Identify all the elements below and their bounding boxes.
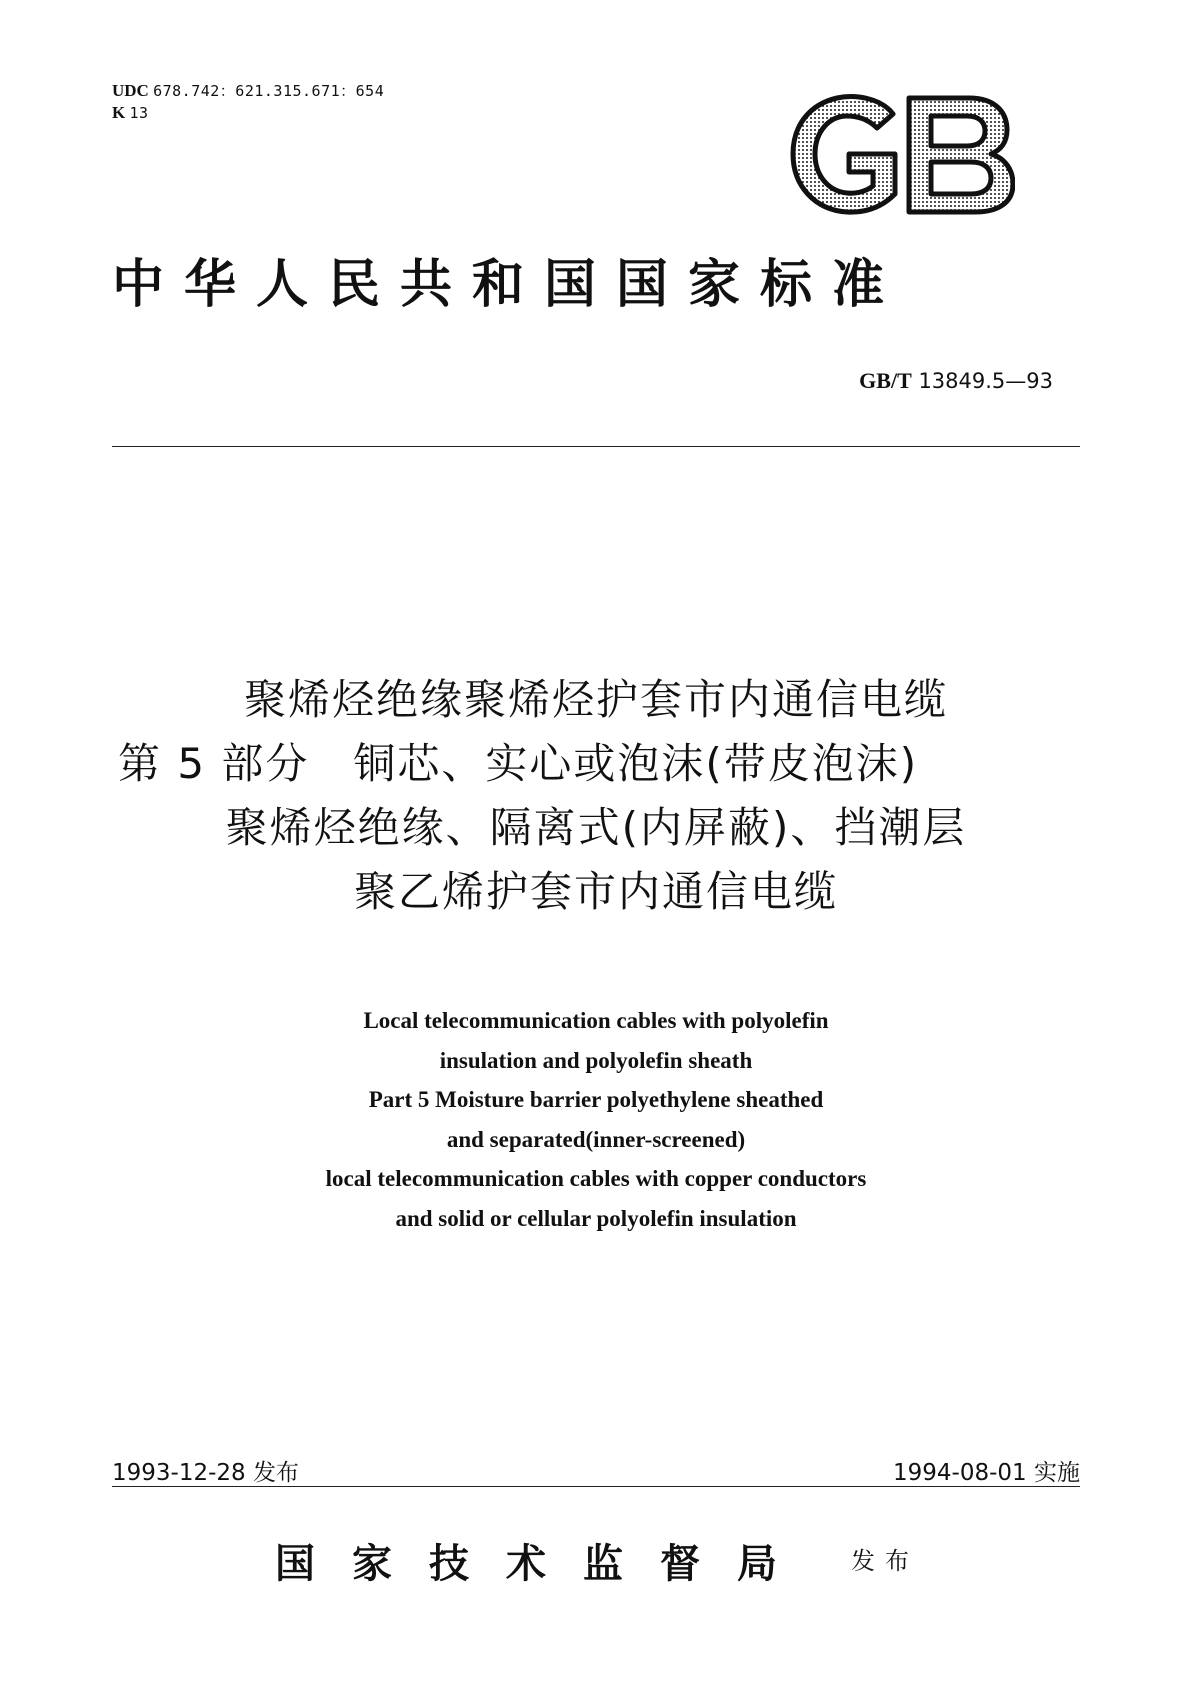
chinese-title-line-1: 聚烯烃绝缘聚烯烃护套市内通信电缆 <box>243 675 948 724</box>
b-letter <box>909 98 1013 212</box>
k-label: K <box>112 103 126 122</box>
chinese-title <box>112 668 1080 924</box>
standard-code-number: 13849.5—93 <box>918 369 1053 393</box>
udc-line <box>112 80 384 102</box>
chinese-title-line-4: 聚乙烯护套市内通信电缆 <box>353 867 838 916</box>
header-divider <box>112 446 1080 447</box>
english-title <box>112 1001 1080 1238</box>
effective-date: 1994-08-01 实施 <box>893 1460 1080 1486</box>
g-letter <box>793 97 895 213</box>
k-line <box>112 102 384 124</box>
footer-divider <box>112 1486 1080 1487</box>
standard-code <box>859 368 1053 394</box>
national-standard-title: 中华人民共和国国家标准 <box>112 254 905 315</box>
english-title-line-5: local telecommunication cables with copper conductors <box>325 1166 867 1191</box>
english-title-line-3: Part 5 Moisture barrier polyethylene sheathed <box>368 1087 824 1112</box>
publisher-name: 国家技术监督局 <box>275 1540 814 1587</box>
udc-classification <box>112 80 384 124</box>
udc-value: 678.742：621.315.671：654 <box>153 82 385 100</box>
udc-label: UDC <box>112 81 149 100</box>
chinese-title-line-2: 第 5 部分 铜芯、实心或泡沫(带皮泡沫) <box>118 739 919 788</box>
chinese-title-line-3: 聚烯烃绝缘、隔离式(内屏蔽)、挡潮层 <box>225 803 967 852</box>
issue-date: 1993-12-28 发布 <box>112 1460 299 1486</box>
english-title-line-4: and separated(inner-screened) <box>446 1126 746 1152</box>
publish-label: 发布 <box>851 1547 919 1575</box>
k-value: 13 <box>129 104 149 122</box>
gb-emblem-icon <box>785 92 1015 217</box>
english-title-line-6: and solid or cellular polyolefin insulation <box>395 1205 797 1231</box>
english-title-line-2: insulation and polyolefin sheath <box>439 1047 753 1073</box>
english-title-line-1: Local telecommunication cables with polyolefin <box>363 1008 829 1033</box>
standard-code-prefix: GB/T <box>859 368 912 393</box>
